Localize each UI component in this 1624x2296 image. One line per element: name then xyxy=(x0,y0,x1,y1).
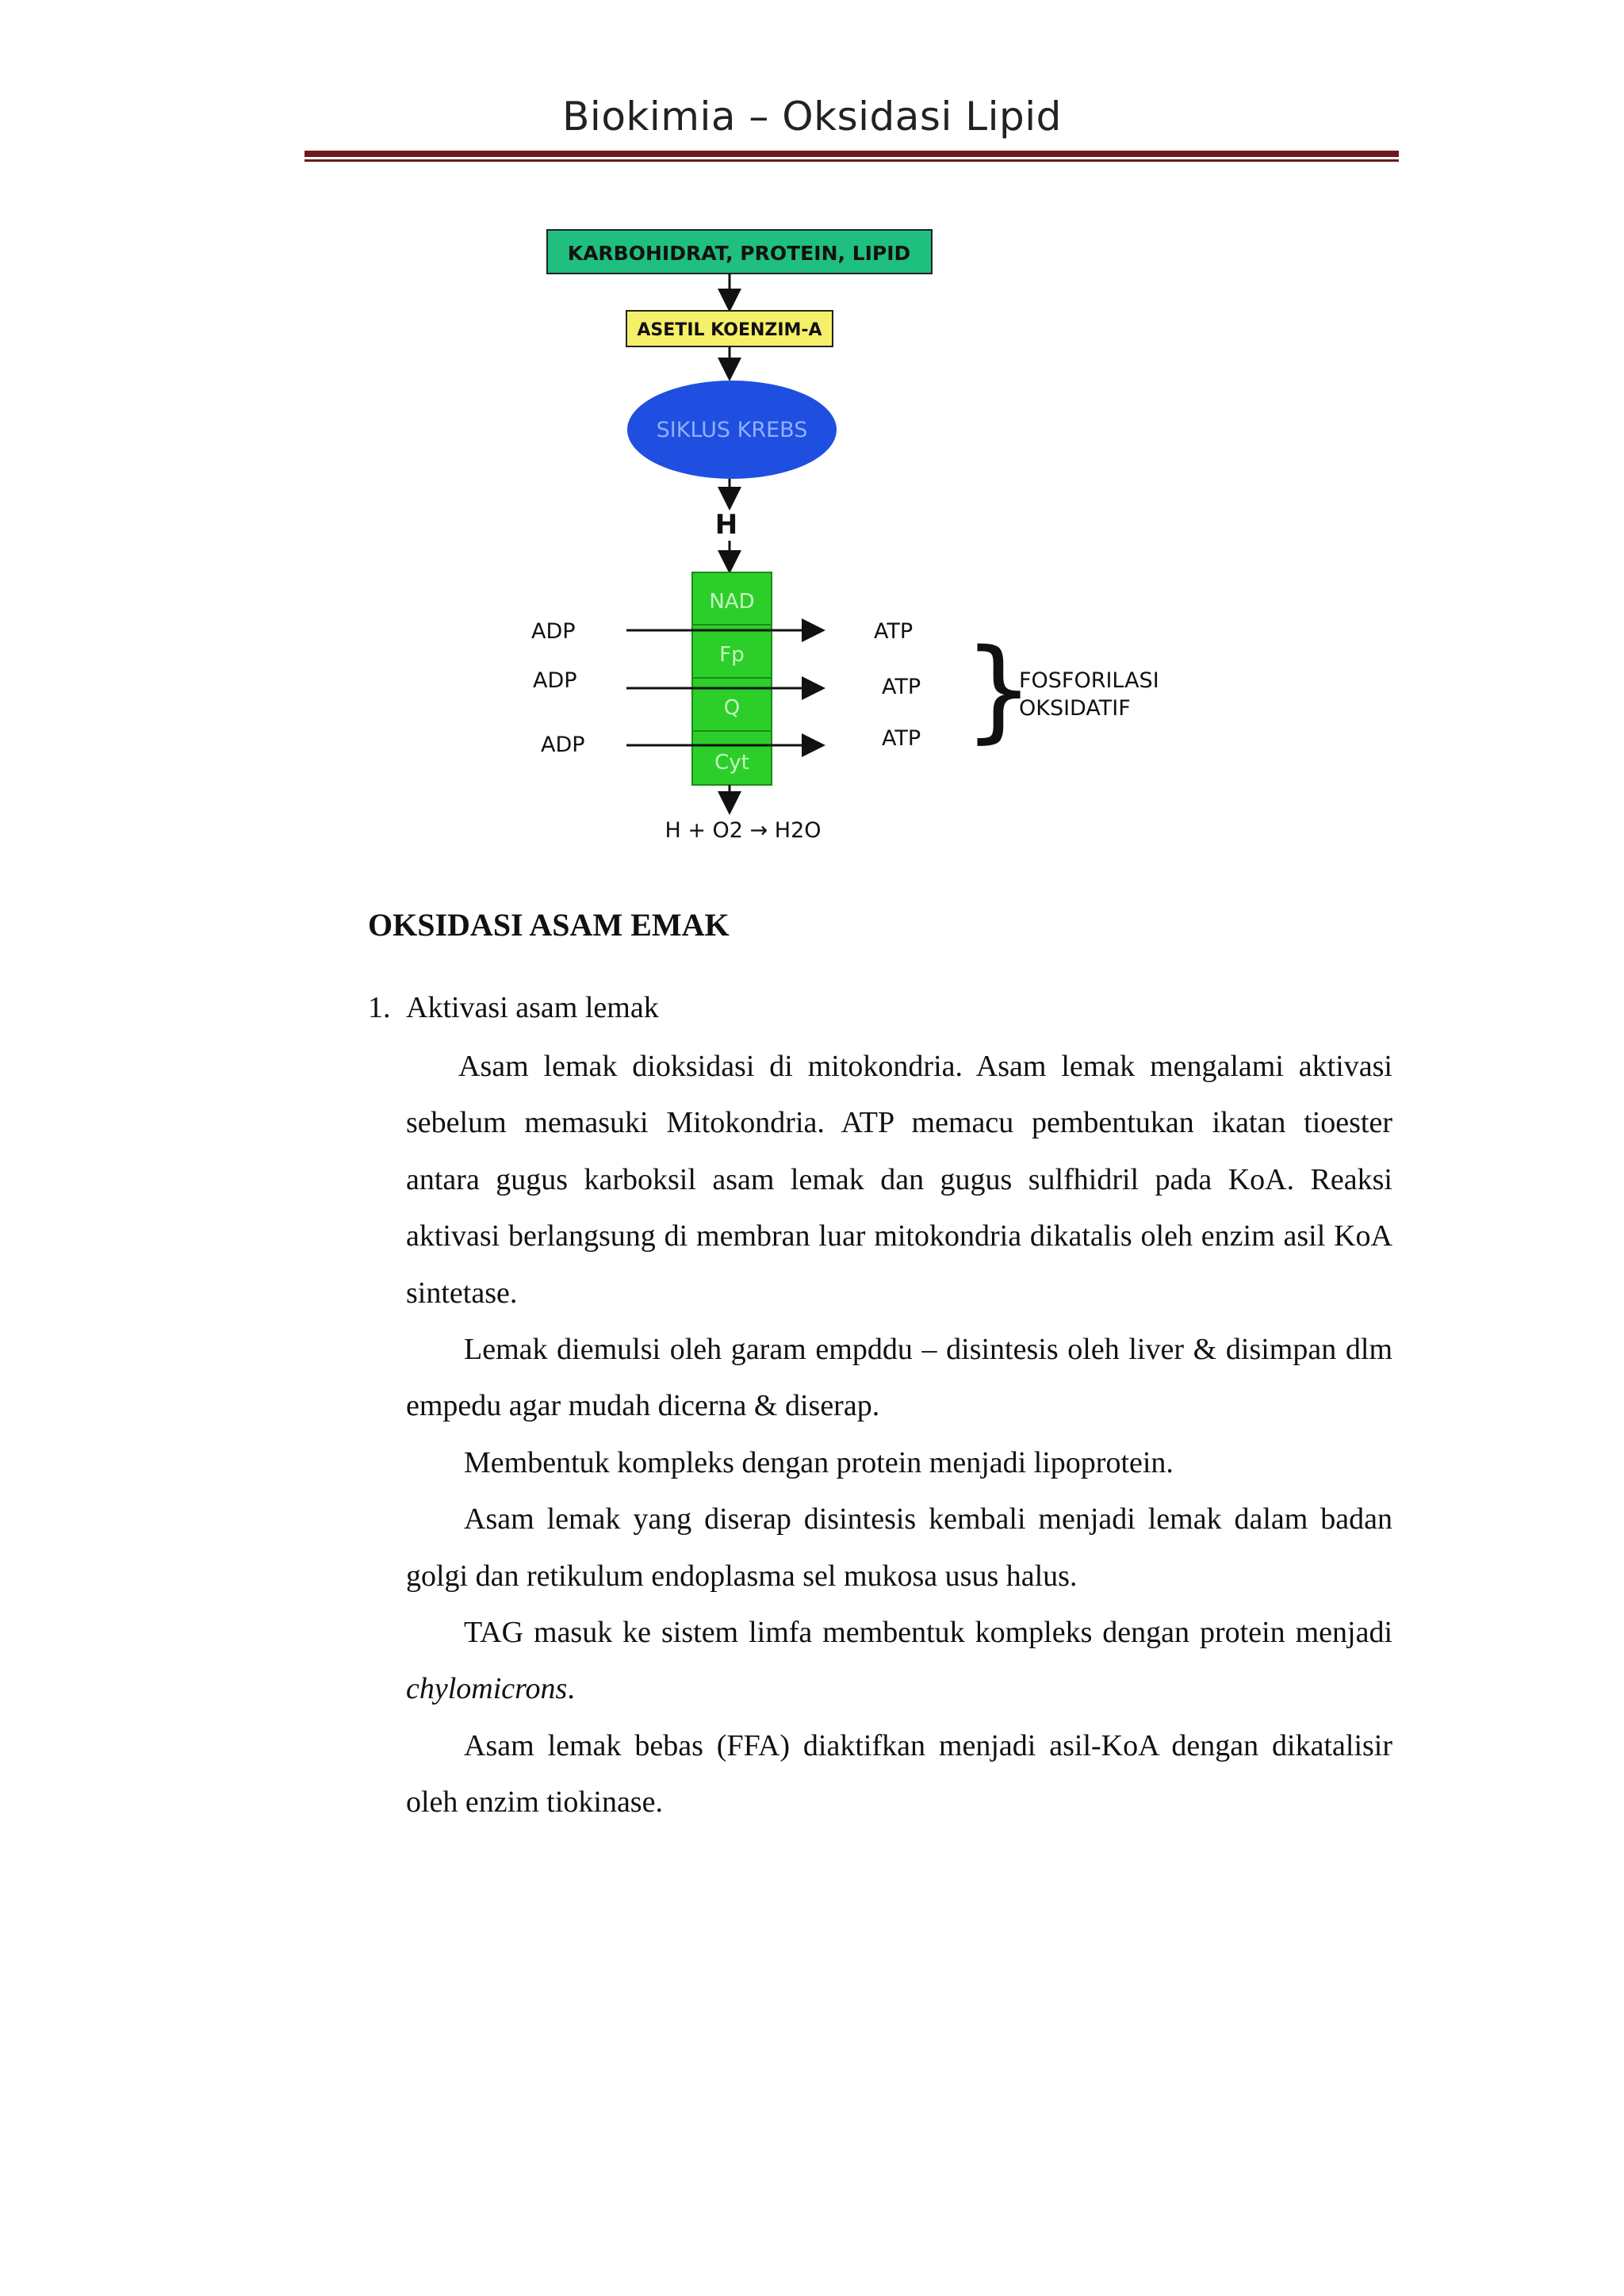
node-label-krebs: SIKLUS KREBS xyxy=(656,418,808,442)
paragraph: Asam lemak yang diserap disintesis kembali menjadi lemak dalam badan golgi dan retikulum endoplasma sel mukosa usus halus. xyxy=(406,1502,1392,1593)
paragraph: Lemak diemulsi oleh garam empddu – disintesis oleh liver & disimpan dlm empedu agar mudah dicerna & diserap. xyxy=(406,1333,1392,1423)
node-label-carbs: KARBOHIDRAT, PROTEIN, LIPID xyxy=(567,242,911,265)
paragraph-text: TAG masuk ke sistem limfa membentuk kompleks dengan protein menjadi xyxy=(464,1616,1392,1650)
atp-label: ATP xyxy=(882,726,921,751)
adp-label: ADP xyxy=(533,668,577,693)
list-item-title: Aktivasi asam lemak xyxy=(406,991,659,1024)
header-rule xyxy=(304,151,1399,157)
atp-label: ATP xyxy=(874,619,914,644)
chain-label-q: Q xyxy=(723,696,741,720)
oxidation-flow-diagram xyxy=(508,214,1221,848)
end-label: H + O2 → H2O xyxy=(665,818,822,843)
list-item xyxy=(368,990,659,1025)
paragraph: Asam lemak bebas (FFA) diaktifkan menjadi asil-KoA dengan dikatalisir oleh enzim tiokinase. xyxy=(406,1728,1392,1820)
chain-label-nad: NAD xyxy=(709,590,755,614)
list-item-number: 1. xyxy=(368,991,391,1024)
adp-label: ADP xyxy=(541,733,585,757)
brace-icon: } xyxy=(963,626,1035,755)
paragraph xyxy=(406,1605,1392,1718)
fosforilasi-label: FOSFORILASI xyxy=(1019,668,1159,693)
page-header-title: Biokimia – Oksidasi Lipid xyxy=(562,94,1062,140)
header-rule-thin xyxy=(304,159,1399,162)
paragraph: Membentuk kompleks dengan protein menjadi lipoprotein. xyxy=(464,1445,1174,1479)
italic-term: chylomicrons xyxy=(406,1672,568,1706)
node-label-h: H xyxy=(714,509,738,541)
atp-label: ATP xyxy=(882,675,921,699)
chain-label-cyt: Cyt xyxy=(714,751,749,775)
node-label-asetil: ASETIL KOENZIM-A xyxy=(637,320,822,340)
paragraph: Asam lemak dioksidasi di mitokondria. Asam lemak mengalami aktivasi sebelum memasuki Mitokondria. ATP memacu pembentukan ikatan tioester antara gugus karboksil asam lemak dan gugus sulfhidril pada KoA. Reaksi aktivasi berlangsung di membran luar mitokondria dikatalis oleh enzim asil KoA sintetase. xyxy=(406,1050,1392,1310)
body-text xyxy=(406,1039,1392,1831)
chain-label-fp: Fp xyxy=(719,643,745,667)
adp-label: ADP xyxy=(531,619,576,644)
paragraph-end: . xyxy=(567,1672,575,1706)
fosforilasi-label: OKSIDATIF xyxy=(1019,696,1131,721)
section-heading: OKSIDASI ASAM EMAK xyxy=(368,907,730,943)
